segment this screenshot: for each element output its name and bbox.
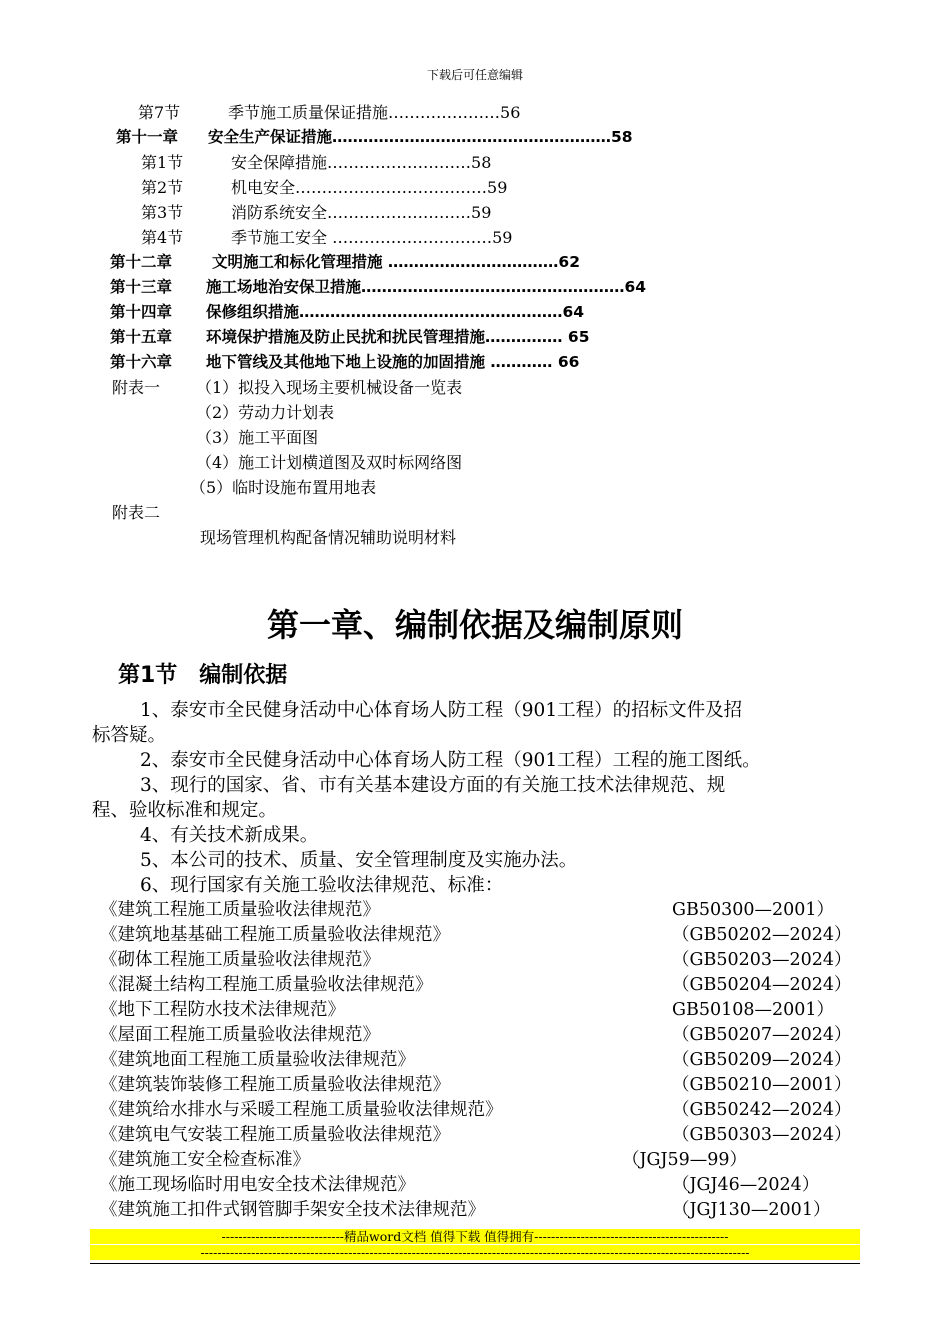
footer-banner-line: -----------------------------精品word文档 值得下载 值得拥有---------------------------------------------- [90,1229,860,1244]
toc-leader: …………………………… [382,253,559,271]
toc-title: 施工场地治安保卫措施 [206,278,362,296]
appendix-item: （5）临时设施布置用地表 [190,478,377,497]
toc-page: 64 [562,303,585,321]
standard-code: （GB50242—2024） [672,1100,852,1120]
chapter-title: 第一章、编制依据及编制原则 [266,606,683,644]
paragraph-line: 4、有关技术新成果。 [140,825,319,846]
toc-label: 第十四章 [110,303,173,321]
standard-name: 《建筑装饰装修工程施工质量验收法律规范》 [100,1075,450,1095]
standard-name: 《地下工程防水技术法律规范》 [100,1000,345,1020]
footer-banner-line: ---------------------------------------------------------------------------------------------------------------------------------- [90,1245,860,1260]
toc-page: 59 [471,203,492,222]
toc-title: 保修组织措施 [206,303,300,321]
paragraph-line: 6、现行国家有关施工验收法律规范、标准： [140,875,504,896]
toc-label: 第十三章 [110,278,173,296]
standard-code: GB50300—2001） [672,900,835,920]
toc-label: 第3节 [141,203,184,222]
standard-code: （GB50203—2024） [672,950,852,970]
toc-page: 64 [624,278,647,296]
toc-leader: …………………………………………… [299,303,563,321]
toc-title: 季节施工质量保证措施 [228,103,389,122]
standard-name: 《建筑电气安装工程施工质量验收法律规范》 [100,1125,450,1145]
toc-label: 第4节 [141,228,184,247]
toc-page: 56 [500,103,521,122]
toc-title: 机电安全 [231,178,296,197]
standard-name: 《砌体工程施工质量验收法律规范》 [100,950,380,970]
toc-leader: ……………………… [327,203,472,222]
toc-leader: ………………………… [327,228,493,247]
toc-page: 59 [487,178,508,197]
toc-leader: …………… [485,328,563,346]
appendix-item: （1）拟投入现场主要机械设备一览表 [196,378,463,397]
toc-page: 58 [471,153,492,172]
toc-row [110,300,584,325]
standard-name: 《建筑给水排水与采暖工程施工质量验收法律规范》 [100,1100,503,1120]
toc-page: 65 [562,328,590,346]
toc-leader: ……………………………… [295,178,488,197]
toc-row [141,200,491,225]
paragraph-line: 5、本公司的技术、质量、安全管理制度及实施办法。 [140,850,578,871]
standard-code: （GB50204—2024） [672,975,852,995]
page-header: 下载后可任意编辑 [426,68,523,82]
toc-label: 第2节 [141,178,184,197]
standard-name: 《施工现场临时用电安全技术法律规范》 [100,1175,415,1195]
toc-leader: ………… [485,353,553,371]
standard-name: 《建筑地面工程施工质量验收法律规范》 [100,1050,415,1070]
toc-row [110,275,646,300]
toc-row [110,350,579,375]
standard-name: 《建筑工程施工质量验收法律规范》 [100,900,380,920]
standard-code: （GB50207—2024） [672,1025,852,1045]
toc-row [110,325,589,350]
toc-title: 安全生产保证措施 [208,128,333,146]
toc-leader: …………………………………………… [361,278,625,296]
toc-leader: ……………………… [327,153,472,172]
toc-title: 消防系统安全 [231,203,328,222]
toc-label: 第十二章 [110,253,173,271]
standard-code: （JGJ59—99） [622,1150,748,1170]
toc-row [138,100,520,125]
toc-title: 安全保障措施 [231,153,328,172]
toc-page: 62 [558,253,580,271]
toc-page: 59 [492,228,513,247]
toc-row [141,225,512,250]
toc-row [116,125,633,150]
paragraph-line: 3、现行的国家、省、市有关基本建设方面的有关施工技术法律规范、规 [140,775,726,796]
toc-title: 地下管线及其他地下地上设施的加固措施 [206,353,486,371]
toc-page: 66 [552,353,580,371]
standard-code: （JGJ46—2024） [672,1175,820,1195]
standard-name: 《建筑施工扣件式钢管脚手架安全技术法律规范》 [100,1200,485,1220]
standard-code: （GB50209—2024） [672,1050,852,1070]
toc-title: 环境保护措施及防止民扰和扰民管理措施 [206,328,486,346]
toc-row [110,250,580,275]
appendix-two-item: 现场管理机构配备情况辅助说明材料 [200,528,457,547]
paragraph-line: 标答疑。 [92,725,167,746]
toc-label: 第十六章 [110,353,173,371]
toc-title: 季节施工安全 [231,228,328,247]
standard-code: （GB50202—2024） [672,925,852,945]
paragraph-line: 程、验收标准和规定。 [92,800,278,821]
appendix-two-label: 附表二 [112,503,161,522]
appendix-item: （3）施工平面图 [196,428,319,447]
standard-name: 《屋面工程施工质量验收法律规范》 [100,1025,380,1045]
toc-label: 第7节 [138,103,181,122]
standard-code: （GB50303—2024） [672,1125,852,1145]
toc-title: 文明施工和标化管理措施 [212,253,383,271]
footer-divider [90,1263,860,1264]
toc-row [141,175,507,200]
appendix-one-label: 附表一 [112,378,161,397]
toc-leader: ……………………………………………… [332,128,612,146]
toc-leader: ………………… [388,103,501,122]
appendix-item: （4）施工计划横道图及双时标网络图 [196,453,463,472]
paragraph-line: 1、泰安市全民健身活动中心体育场人防工程（901工程）的招标文件及招 [140,700,743,721]
standard-code: （JGJ130—2001） [672,1200,831,1220]
standard-code: （GB50210—2001） [672,1075,852,1095]
standard-name: 《建筑地基基础工程施工质量验收法律规范》 [100,925,450,945]
section-title: 第1节 编制依据 [118,663,288,688]
standard-code: GB50108—2001） [672,1000,835,1020]
appendix-item: （2）劳动力计划表 [196,403,335,422]
paragraph-line: 2、泰安市全民健身活动中心体育场人防工程（901工程）工程的施工图纸。 [140,750,761,771]
toc-row [141,150,491,175]
toc-page: 58 [611,128,633,146]
standard-name: 《建筑施工安全检查标准》 [100,1150,310,1170]
toc-label: 第十一章 [116,128,179,146]
toc-label: 第十五章 [110,328,173,346]
toc-label: 第1节 [141,153,184,172]
standard-name: 《混凝土结构工程施工质量验收法律规范》 [100,975,433,995]
